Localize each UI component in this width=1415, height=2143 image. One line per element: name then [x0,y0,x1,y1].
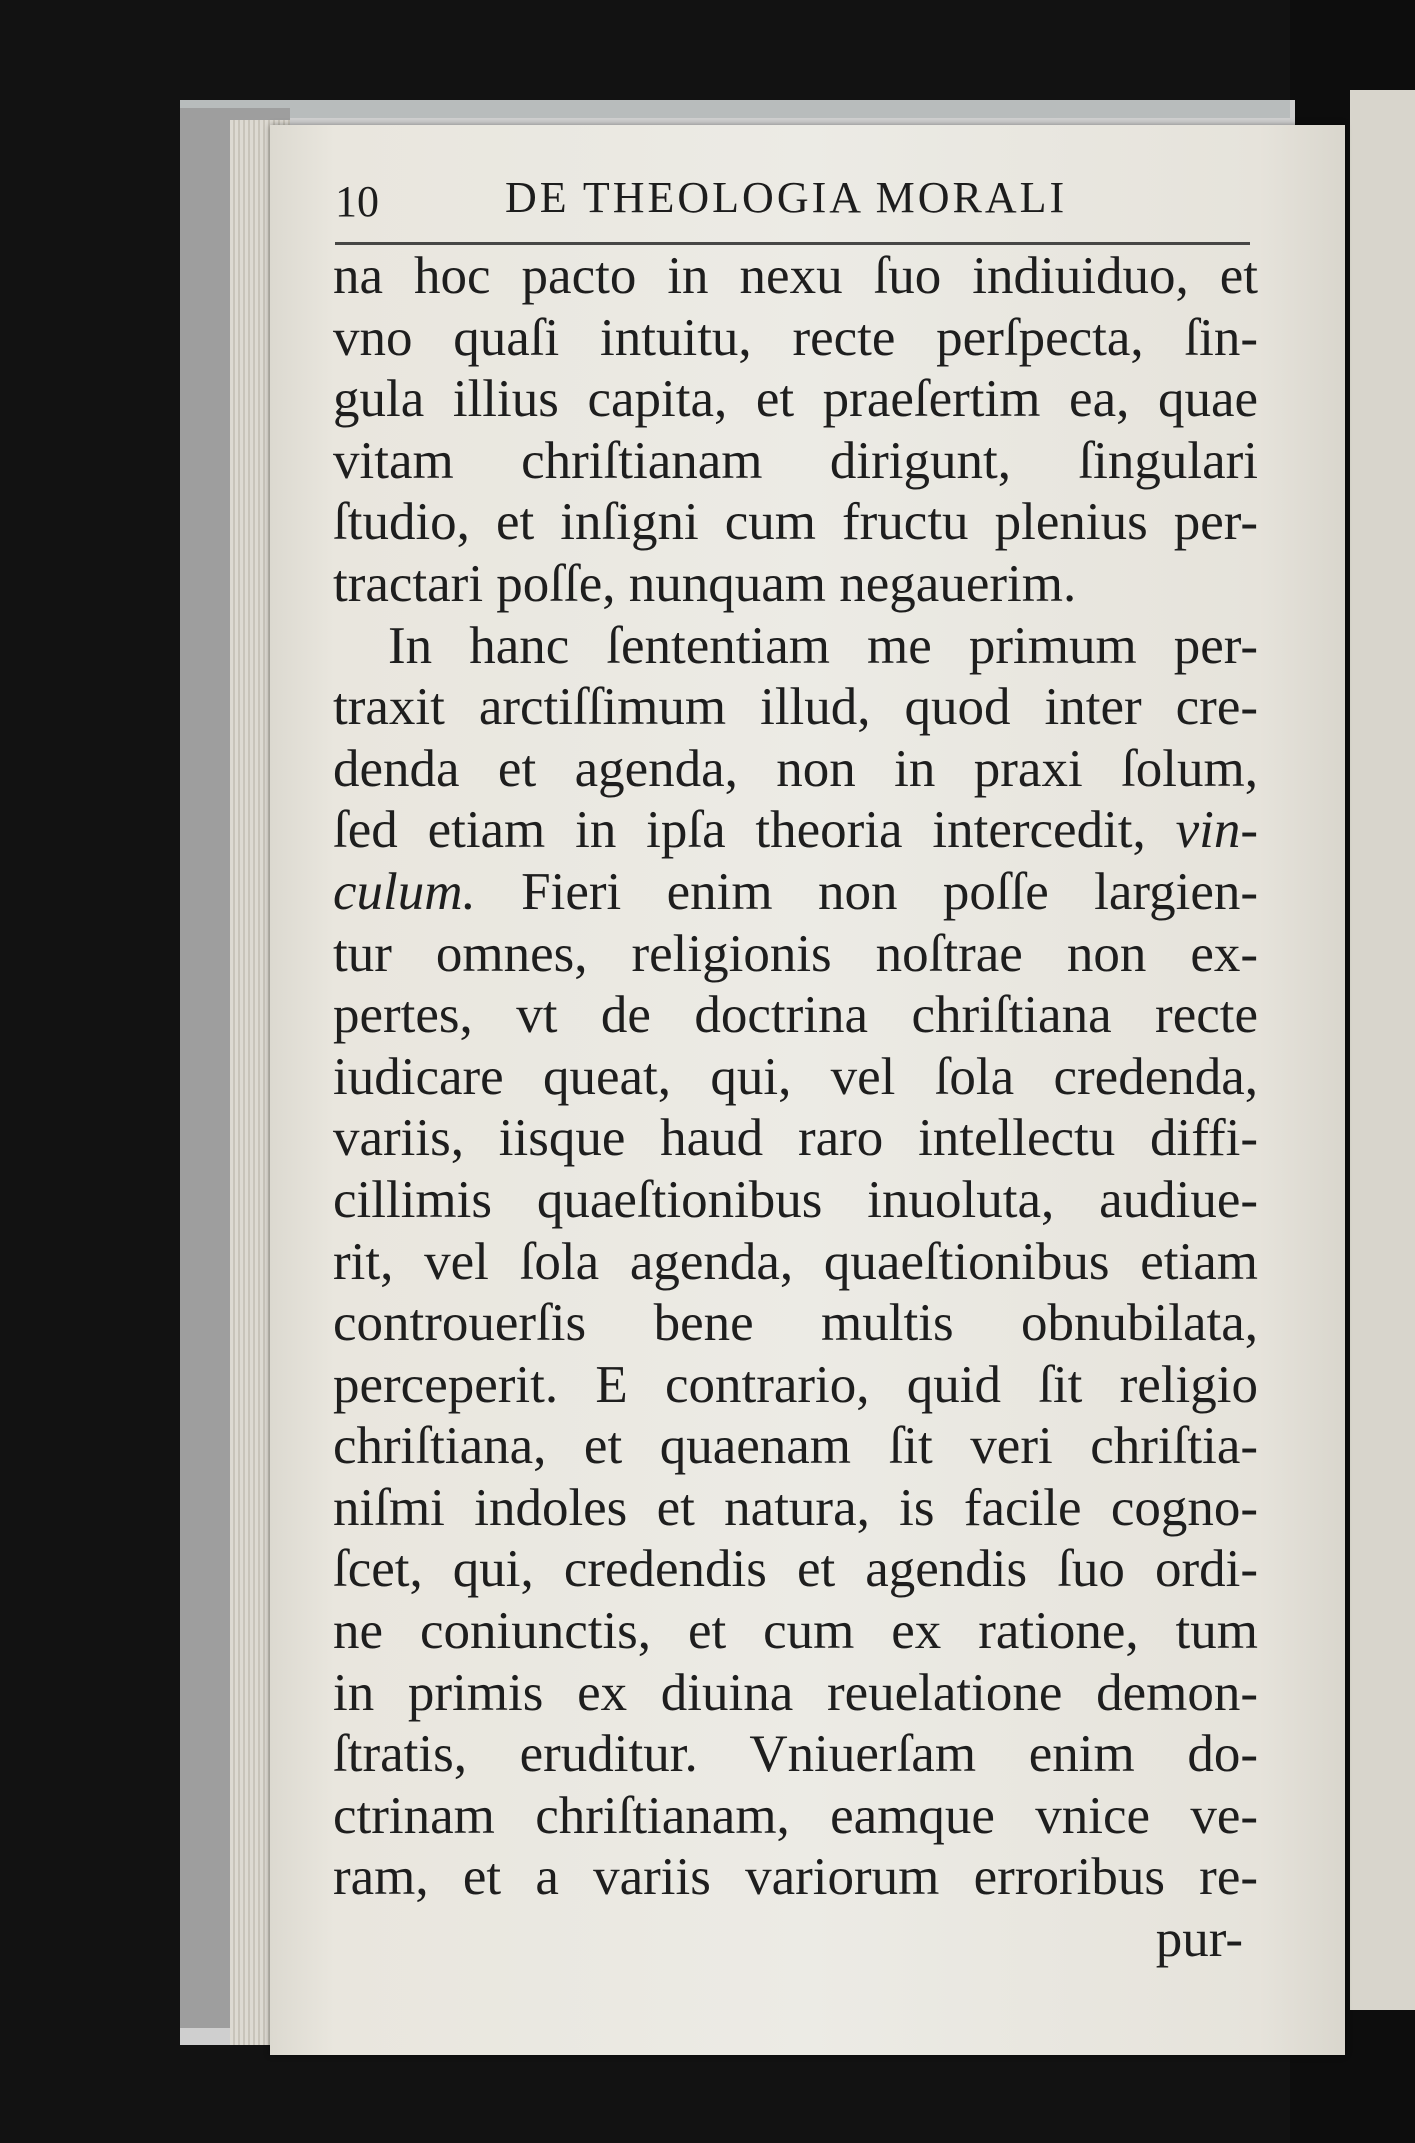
page-number: 10 [335,177,379,226]
text-line: rit, vel ſola agenda, quaeſtionibus etiam [333,1232,1258,1291]
text-line [333,800,1258,862]
text-line: gula illius capita, et praeſertim ea, quae [333,370,1258,429]
italic-term: culum. [333,862,476,921]
text-line: ne coniunctis, et cum ex ratione, tum [333,1602,1258,1661]
text-line: vitam chriſtianam dirigunt, ſingulari [333,431,1258,490]
text-line: tractari poſſe, nunquam negauerim. [333,554,1077,613]
text-line: pertes, vt de doctrina chriſtiana recte [333,986,1258,1045]
text-line: perceperit. E contrario, quid ſit religio [333,1355,1258,1414]
text-line: tur omnes, religionis noſtrae non ex- [333,924,1258,983]
text-line: ram, et a variis variorum erroribus re- [333,1848,1258,1907]
text-line: na hoc pacto in nexu ſuo indiuiduo, et [333,247,1258,305]
text-line: ſtratis, eruditur. Vniuerſam enim do- [333,1725,1258,1784]
text-line: in primis ex diuina reuelatione demon- [333,1663,1258,1722]
text-line: niſmi indoles et natura, is facile cogno- [333,1478,1258,1537]
text-line: traxit arctiſſimum illud, quod inter cre- [333,678,1258,737]
text-line: denda et agenda, non in praxi ſolum, [333,739,1258,798]
text-span: Fieri enim non poſſe largien- [521,862,1259,921]
paragraph-start-line: In hanc ſententiam me primum per- [388,616,1258,675]
running-head [335,172,1255,232]
header-rule [335,242,1250,245]
text-line: cillimis quaeſtionibus inuoluta, audiue- [333,1170,1258,1229]
text-line: iudicare queat, qui, vel ſola credenda, [333,1047,1258,1106]
text-line: chriſtiana, et quaenam ſit veri chriſtia- [333,1417,1258,1476]
text-line: controuerſis bene multis obnubilata, [333,1294,1258,1353]
text-line: vno quaſi intuitu, recte perſpecta, ſin- [333,308,1258,367]
text-span: ſed etiam in ipſa theoria intercedit, [333,801,1146,860]
catchword: pur- [1155,1910,1243,1969]
text-line [333,862,1258,924]
book-cover-top-edge [180,100,1290,118]
body-text [333,246,1258,1971]
facing-page-edge [1350,90,1415,2010]
running-title: DE THEOLOGIA MORALI [505,173,1068,222]
text-line: variis, iisque haud raro intellectu diffi- [333,1109,1258,1168]
italic-term: vin- [1175,801,1259,860]
text-line: ſcet, qui, credendis et agendis ſuo ordi- [333,1540,1258,1599]
text-line: ctrinam chriſtianam, eamque vnice ve- [333,1786,1258,1845]
text-line: ſtudio, et inſigni cum fructu plenius per- [333,493,1258,552]
